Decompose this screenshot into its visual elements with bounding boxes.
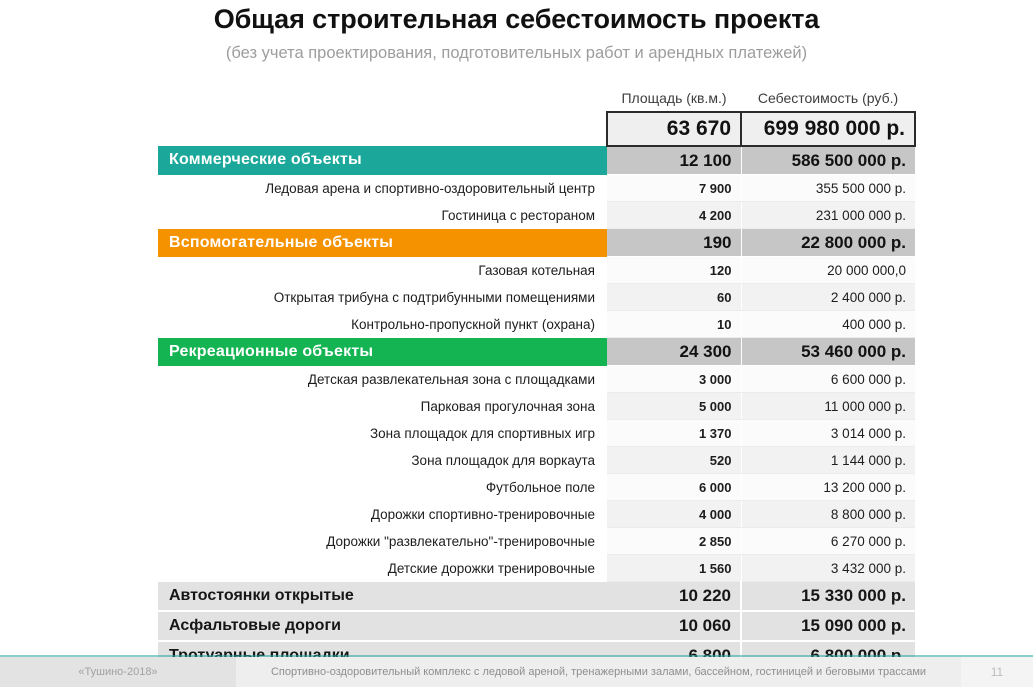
- item-label: Парковая прогулочная зона: [158, 393, 607, 420]
- grand-total-label: [158, 112, 607, 146]
- table-row: [158, 284, 915, 311]
- item-cost-value: 3 014 000 р.: [741, 420, 915, 447]
- item-label: Контрольно-пропускной пункт (охрана): [158, 311, 607, 338]
- grand-total-cost: 699 980 000 р.: [741, 112, 915, 146]
- item-area-value: 6 000: [607, 474, 741, 501]
- page-title: Общая строительная себестоимость проекта: [213, 4, 820, 34]
- summary-cost-value: 15 330 000 р.: [741, 582, 915, 612]
- item-area-value: 60: [607, 284, 741, 311]
- section-header-row: [158, 146, 915, 175]
- footer-description: Спортивно-оздоровительный комплекс с ледовой ареной, тренажерными залами, бассейном, гостиницей и беговыми трассами: [270, 666, 927, 678]
- item-cost-value: 6 600 000 р.: [741, 366, 915, 393]
- table-row: [158, 474, 915, 501]
- table-row: [158, 501, 915, 528]
- section-area-value: 24 300: [607, 338, 741, 366]
- item-label: Ледовая арена и спортивно-оздоровительный центр: [158, 175, 607, 202]
- summary-row: [158, 582, 915, 612]
- footer-brand: «Тушино-2018»: [78, 666, 158, 678]
- page-subtitle: (без учета проектирования, подготовительных работ и арендных платежей): [225, 44, 808, 63]
- item-label: Дорожки спортивно-тренировочные: [158, 501, 607, 528]
- table-row: [158, 366, 915, 393]
- item-cost-value: 355 500 000 р.: [741, 175, 915, 202]
- table-row: [158, 447, 915, 474]
- item-area-value: 4 200: [607, 202, 741, 229]
- table-row: [158, 202, 915, 229]
- item-cost-value: 11 000 000 р.: [741, 393, 915, 420]
- item-label: Футбольное поле: [158, 474, 607, 501]
- table-row: [158, 257, 915, 284]
- summary-row: [158, 611, 915, 641]
- item-label: Детские дорожки тренировочные: [158, 555, 607, 582]
- grand-total-area: 63 670: [607, 112, 741, 146]
- column-header-cost: Себестоимость (руб.): [757, 90, 899, 106]
- summary-area-value: 10 060: [607, 611, 741, 641]
- section-area-value: 12 100: [607, 146, 741, 175]
- item-cost-value: 231 000 000 р.: [741, 202, 915, 229]
- title-block: [0, 0, 1033, 64]
- item-cost-value: 1 144 000 р.: [741, 447, 915, 474]
- item-cost-value: 6 270 000 р.: [741, 528, 915, 555]
- table-row: [158, 393, 915, 420]
- item-area-value: 5 000: [607, 393, 741, 420]
- item-label: Гостиница с рестораном: [158, 202, 607, 229]
- section-cost-value: 53 460 000 р.: [741, 338, 915, 366]
- section-header-label: Рекреационные объекты: [158, 338, 607, 366]
- section-header-label: Коммерческие объекты: [158, 146, 607, 175]
- item-area-value: 520: [607, 447, 741, 474]
- item-label: Зона площадок для воркаута: [158, 447, 607, 474]
- item-cost-value: 20 000 000,0: [741, 257, 915, 284]
- section-cost-value: 586 500 000 р.: [741, 146, 915, 175]
- summary-label: Асфальтовые дороги: [158, 611, 607, 641]
- item-area-value: 1 370: [607, 420, 741, 447]
- cost-table: [158, 84, 916, 672]
- item-area-value: 120: [607, 257, 741, 284]
- item-label: Детская развлекательная зона с площадками: [158, 366, 607, 393]
- item-area-value: 7 900: [607, 175, 741, 202]
- summary-area-value: 10 220: [607, 582, 741, 612]
- table-row: [158, 311, 915, 338]
- item-label: Открытая трибуна с подтрибунными помещениями: [158, 284, 607, 311]
- column-header-name: [158, 84, 607, 112]
- item-cost-value: 8 800 000 р.: [741, 501, 915, 528]
- column-header-area: Площадь (кв.м.): [621, 90, 727, 106]
- cost-table-wrapper: [158, 84, 915, 672]
- table-row: [158, 528, 915, 555]
- section-header-label: Вспомогательные объекты: [158, 229, 607, 257]
- item-cost-value: 400 000 р.: [741, 311, 915, 338]
- item-cost-value: 2 400 000 р.: [741, 284, 915, 311]
- item-cost-value: 3 432 000 р.: [741, 555, 915, 582]
- summary-cost-value: 15 090 000 р.: [741, 611, 915, 641]
- item-area-value: 10: [607, 311, 741, 338]
- item-label: Дорожки "развлекательно"-тренировочные: [158, 528, 607, 555]
- grand-total-row: [158, 112, 915, 146]
- footer-page-number: 11: [990, 665, 1004, 679]
- table-column-headers: [158, 84, 915, 112]
- section-header-row: [158, 229, 915, 257]
- item-area-value: 1 560: [607, 555, 741, 582]
- section-cost-value: 22 800 000 р.: [741, 229, 915, 257]
- item-area-value: 3 000: [607, 366, 741, 393]
- item-label: Газовая котельная: [158, 257, 607, 284]
- section-area-value: 190: [607, 229, 741, 257]
- section-header-row: [158, 338, 915, 366]
- footer: [0, 655, 1033, 687]
- item-cost-value: 13 200 000 р.: [741, 474, 915, 501]
- table-row: [158, 555, 915, 582]
- summary-label: Автостоянки открытые: [158, 582, 607, 612]
- cost-table-body: [158, 84, 915, 671]
- table-row: [158, 175, 915, 202]
- item-label: Зона площадок для спортивных игр: [158, 420, 607, 447]
- item-area-value: 4 000: [607, 501, 741, 528]
- item-area-value: 2 850: [607, 528, 741, 555]
- table-row: [158, 420, 915, 447]
